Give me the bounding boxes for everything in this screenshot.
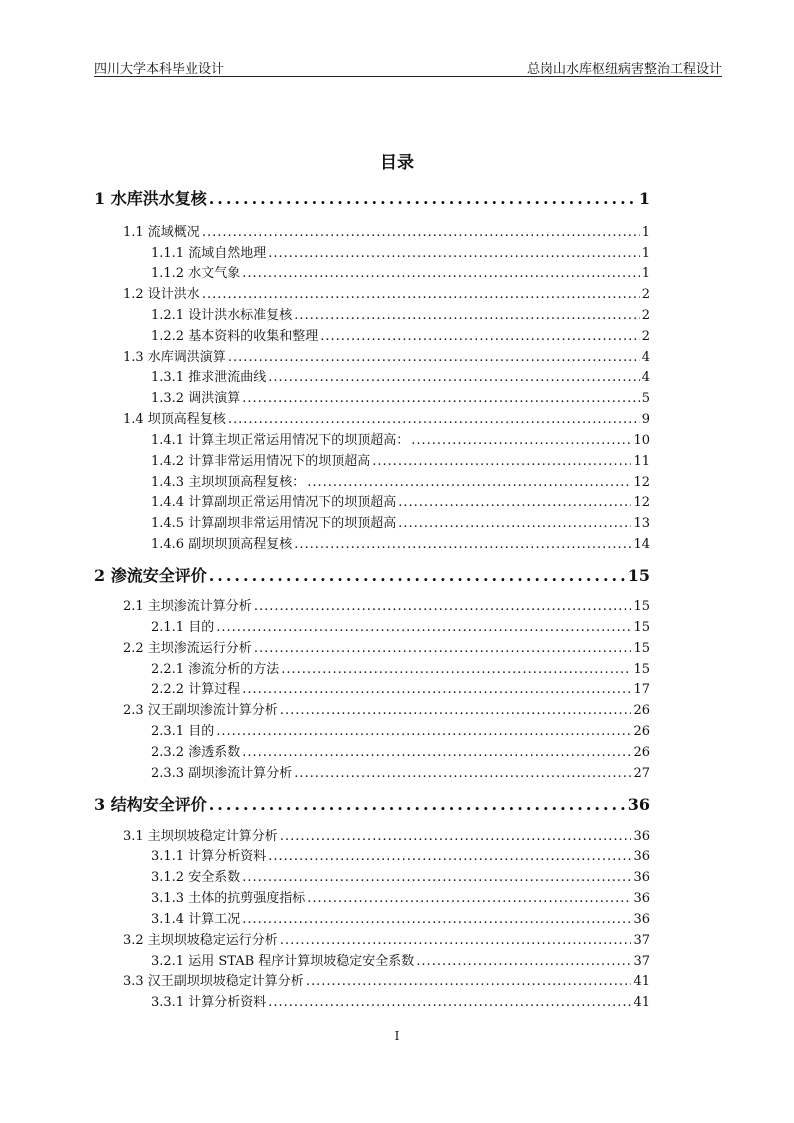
toc-chapter-1[interactable] (94, 186, 650, 208)
header-divider (94, 76, 722, 77)
toc-page-number: 12 (633, 495, 650, 510)
toc-label: 1.2 设计洪水 (123, 287, 200, 302)
toc-label: 1.1 流域概况 (123, 225, 200, 240)
toc-section-2-1[interactable] (123, 595, 650, 613)
toc-page-number: 17 (633, 682, 650, 697)
toc-chapter-3[interactable] (94, 792, 650, 814)
toc-subsection-1-3-1[interactable] (151, 366, 650, 384)
toc-subsection-1-1-2[interactable] (151, 262, 650, 280)
toc-label: 1.2.1 设计洪水标准复核 (151, 308, 293, 323)
toc-subsection-3-1-1[interactable] (151, 845, 650, 863)
toc-page-number: 36 (627, 795, 650, 814)
toc-subsection-3-1-4[interactable] (151, 908, 650, 926)
toc-label: 1.4 坝顶高程复核 (123, 412, 226, 427)
toc-label: 3.1.3 土体的抗剪强度指标 (151, 891, 306, 906)
toc-label: 3.2.1 运用 STAB 程序计算坝坡稳定安全系数 (151, 954, 415, 969)
toc-label: 2.3.3 副坝渗流计算分析 (151, 766, 293, 781)
toc-page-number: 26 (633, 745, 650, 760)
toc-section-3-2[interactable] (123, 929, 650, 947)
toc-label: 2.3 汉王副坝渗流计算分析 (123, 703, 278, 718)
toc-section-2-2[interactable] (123, 637, 650, 655)
toc-subsection-1-2-2[interactable] (151, 325, 650, 343)
toc-page-number: 36 (633, 912, 650, 927)
toc-page-number: 9 (641, 412, 650, 427)
toc-page-number: 15 (633, 662, 650, 677)
toc-section-1-3[interactable] (123, 346, 650, 364)
toc-subsection-2-3-2[interactable] (151, 741, 650, 759)
toc-label: 1.4.2 计算非常运用情况下的坝顶超高 (151, 454, 371, 469)
toc-label: 2.2.2 计算过程 (151, 682, 241, 697)
toc-section-1-2[interactable] (123, 283, 650, 301)
toc-label: 3.3.1 计算分析资料 (151, 995, 267, 1010)
toc-page-number: 1 (641, 246, 650, 261)
toc-subsection-1-4-2[interactable] (151, 450, 650, 468)
toc-subsection-1-3-2[interactable] (151, 387, 650, 405)
toc-label: 1 水库洪水复核 (94, 189, 207, 208)
toc-label: 1.4.3 主坝坝顶高程复核： (151, 475, 306, 490)
toc-page-number: 4 (641, 370, 650, 385)
toc-page-number: 27 (633, 766, 650, 781)
toc-label: 1.4.5 计算副坝非常运用情况下的坝顶超高 (151, 516, 397, 531)
toc-label: 2 渗流安全评价 (94, 566, 207, 585)
toc-page-number: 2 (641, 329, 650, 344)
page-header (94, 58, 722, 78)
toc-subsection-2-3-3[interactable] (151, 762, 650, 780)
toc-page-number: 37 (633, 933, 650, 948)
toc-label: 1.4.1 计算主坝正常运用情况下的坝顶超高： (151, 433, 410, 448)
footer-page-number: I (394, 1029, 400, 1043)
toc-section-3-3[interactable] (123, 970, 650, 988)
toc-subsection-1-4-5[interactable] (151, 512, 650, 530)
toc-section-3-1[interactable] (123, 825, 650, 843)
toc-label: 1.3.2 调洪演算 (151, 391, 241, 406)
toc-page-number: 4 (641, 350, 650, 365)
toc-label: 2.3.1 目的 (151, 724, 215, 739)
toc-label: 3.1.2 安全系数 (151, 870, 241, 885)
toc-page-number: 41 (633, 995, 650, 1010)
toc-page-number: 36 (633, 829, 650, 844)
toc-page-number: 15 (633, 599, 650, 614)
toc-page-number: 15 (627, 566, 650, 585)
toc-page-number: 36 (633, 849, 650, 864)
toc-page-number: 14 (633, 537, 650, 552)
toc-page-number: 15 (633, 620, 650, 635)
toc-page-number: 1 (641, 266, 650, 281)
toc-page-number: 1 (641, 225, 650, 240)
toc-subsection-1-4-4[interactable] (151, 491, 650, 509)
toc-subsection-3-1-3[interactable] (151, 887, 650, 905)
toc-subsection-1-2-1[interactable] (151, 304, 650, 322)
toc-page-number: 36 (633, 870, 650, 885)
toc-label: 1.2.2 基本资料的收集和整理 (151, 329, 319, 344)
toc-page-number: 10 (633, 433, 650, 448)
toc-chapter-2[interactable] (94, 563, 650, 585)
toc-label: 3.1 主坝坝坡稳定计算分析 (123, 829, 278, 844)
toc-page-number: 12 (633, 475, 650, 490)
toc-label: 3.1.4 计算工况 (151, 912, 241, 927)
toc-subsection-1-4-3[interactable] (151, 471, 650, 489)
toc-subsection-3-1-2[interactable] (151, 866, 650, 884)
toc-page-number: 5 (641, 391, 650, 406)
toc-page-number: 11 (633, 454, 650, 469)
toc-page-number: 37 (633, 954, 650, 969)
toc-subsection-2-2-2[interactable] (151, 678, 650, 696)
header-right-text: 总岗山水库枢纽病害整治工程设计 (526, 62, 722, 77)
toc-page-number: 2 (641, 287, 650, 302)
toc-subsection-2-1-1[interactable] (151, 616, 650, 634)
header-left-text: 四川大学本科毕业设计 (94, 62, 225, 77)
toc-label: 2.3.2 渗透系数 (151, 745, 241, 760)
toc-label: 1.3.1 推求泄流曲线 (151, 370, 267, 385)
toc-label: 1.1.2 水文气象 (151, 266, 241, 281)
toc-label: 2.1 主坝渗流计算分析 (123, 599, 252, 614)
toc-subsection-1-4-6[interactable] (151, 533, 650, 551)
toc-label: 1.3 水库调洪演算 (123, 350, 226, 365)
toc-section-2-3[interactable] (123, 699, 650, 717)
toc-page-number: 15 (633, 641, 650, 656)
toc-label: 2.2.1 渗流分析的方法 (151, 662, 280, 677)
toc-subsection-2-2-1[interactable] (151, 658, 650, 676)
toc-page-number: 26 (633, 724, 650, 739)
toc-subsection-2-3-1[interactable] (151, 720, 650, 738)
toc-page-number: 1 (638, 189, 650, 208)
toc-section-1-1[interactable] (123, 221, 650, 239)
toc-page-number: 36 (633, 891, 650, 906)
toc-label: 1.4.4 计算副坝正常运用情况下的坝顶超高 (151, 495, 397, 510)
toc-title: 目录 (380, 153, 414, 173)
toc-label: 1.1.1 流域自然地理 (151, 246, 267, 261)
toc-label: 3.1.1 计算分析资料 (151, 849, 267, 864)
toc-label: 2.1.1 目的 (151, 620, 215, 635)
toc-label: 1.4.6 副坝坝顶高程复核 (151, 537, 293, 552)
toc-page-number: 26 (633, 703, 650, 718)
toc-label: 3.3 汉王副坝坝坡稳定计算分析 (123, 974, 304, 989)
toc-subsection-1-4-1[interactable] (151, 429, 650, 447)
toc-section-1-4[interactable] (123, 408, 650, 426)
toc-subsection-3-3-1[interactable] (151, 991, 650, 1009)
toc-subsection-1-1-1[interactable] (151, 242, 650, 260)
toc-label: 3 结构安全评价 (94, 795, 207, 814)
toc-label: 3.2 主坝坝坡稳定运行分析 (123, 933, 278, 948)
toc-label: 2.2 主坝渗流运行分析 (123, 641, 252, 656)
toc-page-number: 13 (633, 516, 650, 531)
toc-page-number: 41 (633, 974, 650, 989)
toc-page-number: 2 (641, 308, 650, 323)
toc-subsection-3-2-1[interactable] (151, 950, 650, 968)
